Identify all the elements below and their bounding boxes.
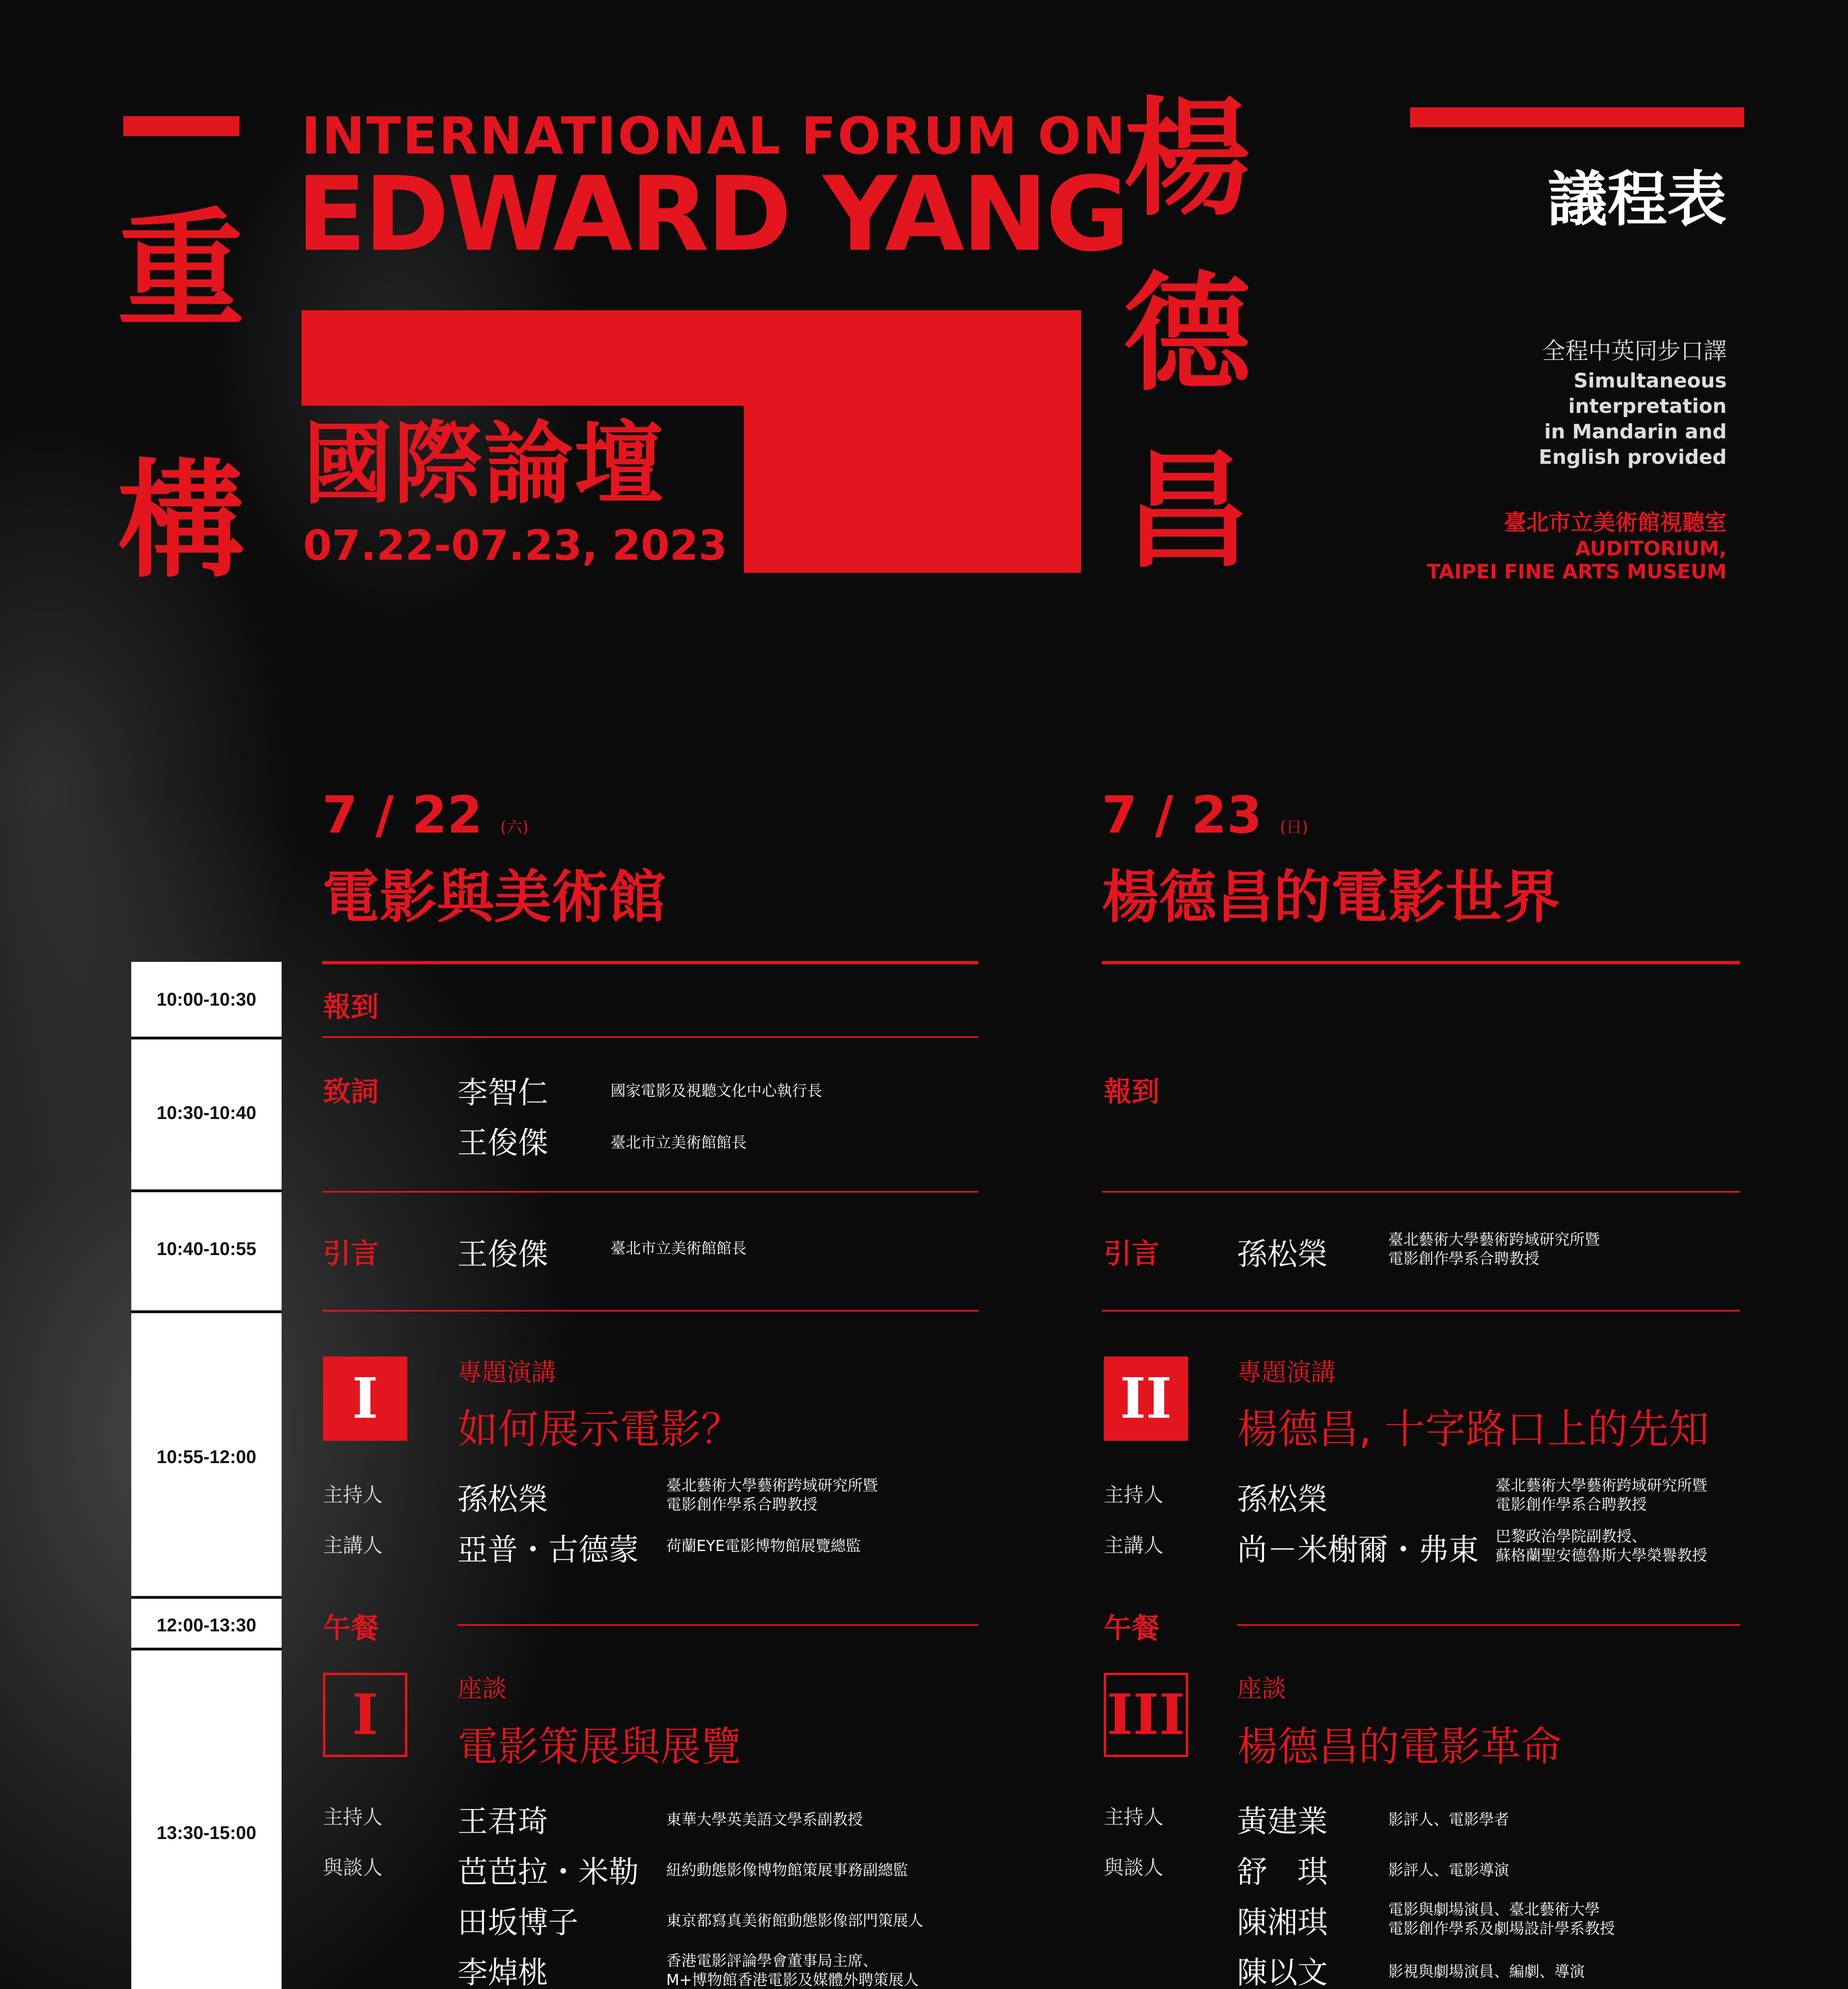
row-divider bbox=[322, 1036, 978, 1038]
venue-cn: 臺北市立美術館視聽室 bbox=[1504, 510, 1727, 536]
session-number-badge: II bbox=[1104, 1356, 1188, 1441]
row-divider bbox=[1237, 1624, 1740, 1626]
venue-en-line: TAIPEI FINE ARTS MUSEUM bbox=[1427, 560, 1727, 583]
speaker-name: 王君琦 bbox=[457, 1804, 548, 1839]
speaker-desc: 國家電影及視聽文化中心執行長 bbox=[611, 1082, 823, 1100]
day1-checkin: 報到 bbox=[323, 991, 379, 1023]
speaker-desc: 東京都寫真美術館動態影像部門策展人 bbox=[666, 1912, 924, 1929]
time-slot: 10:00-10:30 bbox=[156, 989, 257, 1010]
time-divider bbox=[131, 1189, 282, 1192]
role-label: 主講人 bbox=[1104, 1534, 1163, 1557]
time-divider bbox=[131, 1648, 282, 1650]
day2-intro-label: 引言 bbox=[1104, 1237, 1159, 1270]
title-en-line1: INTERNATIONAL FORUM ON bbox=[302, 107, 1127, 166]
speaker-name: 王俊傑 bbox=[457, 1125, 548, 1160]
time-divider bbox=[131, 1310, 282, 1313]
speaker-name: 孫松榮 bbox=[1237, 1481, 1328, 1517]
interpretation-en-line: Simultaneous bbox=[1574, 369, 1727, 392]
speaker-name: 陳以文 bbox=[1237, 1955, 1328, 1989]
speaker-name: 李智仁 bbox=[457, 1075, 548, 1110]
speaker-desc: 臺北藝術大學藝術跨域研究所暨 電影創作學系合聘教授 bbox=[666, 1477, 878, 1513]
day1-date-text: 7 / 22 bbox=[322, 786, 483, 845]
speaker-desc: 荷蘭EYE電影博物館展覽總監 bbox=[666, 1537, 861, 1555]
agenda-title: 議程表 bbox=[1547, 165, 1727, 234]
speaker-name: 黃建業 bbox=[1237, 1804, 1328, 1839]
time-slot: 10:30-10:40 bbox=[156, 1102, 257, 1123]
role-label: 與談人 bbox=[1104, 1856, 1163, 1879]
role-label: 主講人 bbox=[323, 1534, 383, 1557]
day2-date bbox=[1102, 786, 1308, 845]
session-title: 楊德昌的電影革命 bbox=[1237, 1723, 1562, 1771]
speaker-desc: 影視與劇場演員、編劇、導演 bbox=[1388, 1963, 1585, 1980]
speaker-name: 王俊傑 bbox=[457, 1236, 548, 1272]
vertical-name-char: 楊 bbox=[1124, 85, 1251, 233]
interpretation-en-line: interpretation bbox=[1568, 395, 1727, 418]
speaker-name: 孫松榮 bbox=[457, 1481, 548, 1517]
vertical-title-char: 重 bbox=[117, 197, 245, 344]
day2-weekday: (日) bbox=[1280, 818, 1308, 837]
speaker-desc: 香港電影評論學會董事局主席、 M+博物館香港電影及媒體外聘策展人 bbox=[666, 1952, 919, 1989]
day1-header-rule bbox=[322, 961, 978, 964]
red-frame-block bbox=[744, 310, 1081, 573]
time-slot: 13:30-15:00 bbox=[156, 1822, 257, 1843]
session-title: 如何展示電影？ bbox=[457, 1406, 741, 1453]
row-divider bbox=[1102, 1310, 1740, 1312]
event-dates: 07.22-07.23, 2023 bbox=[303, 521, 728, 570]
speaker-desc: 巴黎政治學院副教授、 蘇格蘭聖安德魯斯大學榮譽教授 bbox=[1496, 1528, 1708, 1564]
time-slot: 10:40-10:55 bbox=[156, 1238, 257, 1259]
speaker-name: 芭芭拉・米勒 bbox=[457, 1854, 639, 1890]
session-title: 楊德昌, 十字路口上的先知 bbox=[1237, 1406, 1709, 1453]
session-title: 電影策展與展覽 bbox=[457, 1723, 741, 1771]
speaker-name: 陳湘琪 bbox=[1237, 1905, 1328, 1940]
speaker-desc: 臺北市立美術館館長 bbox=[611, 1240, 747, 1257]
vertical-name-char: 德 bbox=[1124, 260, 1251, 408]
speaker-name: 李焯桃 bbox=[457, 1955, 548, 1989]
day2-title: 楊德昌的電影世界 bbox=[1102, 864, 1560, 930]
day2-checkin: 報到 bbox=[1104, 1075, 1159, 1108]
interpretation-en bbox=[1539, 368, 1727, 470]
vertical-name-char: 昌 bbox=[1124, 437, 1251, 585]
time-slot: 12:00-13:30 bbox=[156, 1615, 257, 1635]
session-number-badge: III bbox=[1104, 1673, 1188, 1757]
speaker-name: 孫松榮 bbox=[1237, 1236, 1328, 1272]
row-divider bbox=[322, 1191, 978, 1193]
interpretation-en-line: in Mandarin and bbox=[1544, 420, 1727, 443]
speaker-name: 田坂博子 bbox=[457, 1905, 578, 1940]
session-number-badge: I bbox=[323, 1356, 407, 1441]
row-divider bbox=[322, 1310, 978, 1312]
speaker-name: 舒 琪 bbox=[1237, 1854, 1328, 1890]
speaker-desc: 臺北藝術大學藝術跨域研究所暨 電影創作學系合聘教授 bbox=[1388, 1231, 1600, 1267]
speaker-name: 亞普・古德蒙 bbox=[457, 1532, 639, 1567]
session-type: 座談 bbox=[1237, 1674, 1287, 1703]
vertical-title-char: 構 bbox=[117, 447, 245, 595]
day1-date bbox=[322, 786, 529, 845]
speaker-desc: 影評人、電影學者 bbox=[1388, 1811, 1510, 1828]
session-type: 專題演講 bbox=[457, 1358, 556, 1387]
left-top-bar bbox=[123, 116, 239, 136]
title-cn: 國際論壇 bbox=[303, 412, 664, 516]
day1-lunch: 午餐 bbox=[323, 1612, 379, 1645]
session-number-badge: I bbox=[323, 1673, 407, 1757]
venue-en bbox=[1427, 537, 1727, 583]
speaker-desc: 影評人、電影導演 bbox=[1388, 1861, 1510, 1879]
speaker-desc: 臺北市立美術館館長 bbox=[611, 1134, 747, 1151]
day1-weekday: (六) bbox=[500, 818, 529, 837]
speaker-name: 尚－米榭爾・弗東 bbox=[1237, 1532, 1479, 1567]
session-type: 座談 bbox=[457, 1674, 507, 1703]
role-label: 主持人 bbox=[1104, 1806, 1163, 1829]
interpretation-cn: 全程中英同步口譯 bbox=[1542, 337, 1727, 364]
day2-lunch: 午餐 bbox=[1104, 1612, 1159, 1645]
speaker-desc: 紐約動態影像博物館策展事務副總監 bbox=[666, 1861, 908, 1879]
day1-welcome-label: 致詞 bbox=[323, 1075, 379, 1108]
time-divider bbox=[131, 1037, 282, 1039]
speaker-desc: 東華大學英美語文學系副教授 bbox=[666, 1811, 863, 1828]
day2-date-text: 7 / 23 bbox=[1102, 786, 1262, 845]
day2-header-rule bbox=[1102, 961, 1740, 964]
day1-title: 電影與美術館 bbox=[322, 864, 666, 930]
time-divider bbox=[131, 1596, 282, 1599]
row-divider bbox=[1102, 1191, 1740, 1193]
time-slot: 10:55-12:00 bbox=[156, 1446, 257, 1467]
venue-en-line: AUDITORIUM, bbox=[1575, 537, 1727, 560]
speaker-desc: 臺北藝術大學藝術跨域研究所暨 電影創作學系合聘教授 bbox=[1496, 1477, 1708, 1513]
row-divider bbox=[457, 1624, 978, 1626]
role-label: 主持人 bbox=[1104, 1483, 1163, 1506]
time-column bbox=[131, 962, 282, 1989]
day1-intro-label: 引言 bbox=[323, 1237, 379, 1270]
interpretation-en-line: English provided bbox=[1539, 446, 1727, 469]
title-en-line2: EDWARD YANG bbox=[296, 155, 1128, 274]
role-label: 主持人 bbox=[323, 1483, 383, 1506]
session-type: 專題演講 bbox=[1237, 1358, 1336, 1387]
right-top-bar bbox=[1410, 107, 1744, 127]
role-label: 主持人 bbox=[323, 1806, 383, 1829]
role-label: 與談人 bbox=[323, 1856, 383, 1879]
speaker-desc: 電影與劇場演員、臺北藝術大學 電影創作學系及劇場設計學系教授 bbox=[1388, 1901, 1615, 1937]
